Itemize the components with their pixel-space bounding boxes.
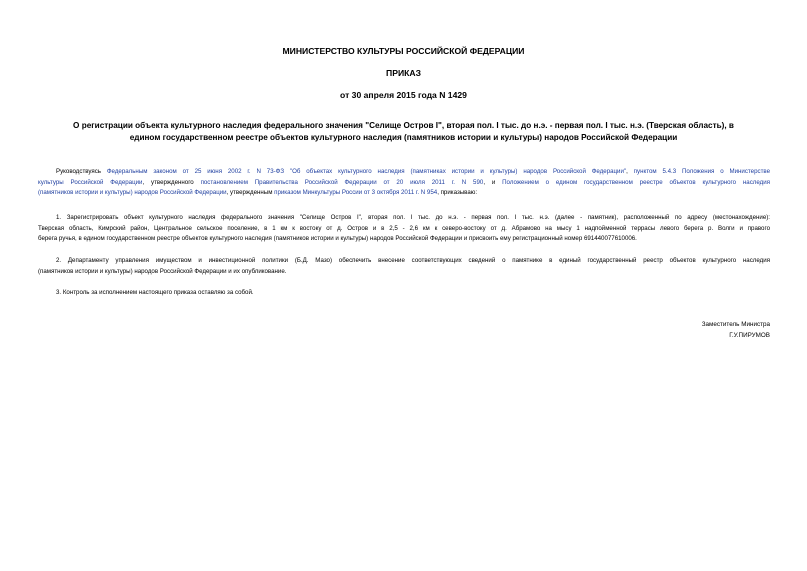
registry-regulation-link[interactable]: Положением о едином государственном реестре объектов культурного наследия [502,178,770,186]
basis-text: , утвержденного [142,178,201,186]
basis-line [38,178,770,189]
regulation-clause-link[interactable]: пунктом 5.4.3 Положения о Министерстве [633,168,770,175]
item-3-paragraph [38,288,770,299]
federal-law-link[interactable]: Федеральным законом от 25 июня 2002 г. N 73-ФЗ "Об объектах культурного наследия (памятниках истории и культуры) народов Российской Федерации" [106,168,627,175]
regulation-clause-link-cont[interactable]: культуры Российской Федерации [38,178,143,186]
item-2-line: (памятников истории и культуры) народов Российской Федерации и их опубликование. [38,267,287,275]
basis-line [38,167,770,178]
document-type: ПРИКАЗ [386,68,421,78]
ministry-title: МИНИСТЕРСТВО КУЛЬТУРЫ РОССИЙСКОЙ ФЕДЕРАЦИИ [282,46,525,56]
basis-text: , приказываю: [437,189,478,197]
registry-regulation-link-cont[interactable]: (памятников истории и культуры) народов Российской Федерации [38,189,227,197]
subject-line: едином государственном реестре объектов культурного наследия (памятников истории и культуры) народов Российской Федерации [129,132,678,142]
item-1-line: Тверская область, Кимрский район, Центральное сельское поселение, в 1 км к востоку от д. Остров и в 2,5 - 2,6 км к северо-востоку от д. Абрамово на мысу 1 надпойменной террасы левого берега р. Волги и правого [38,224,770,232]
basis-text: , [626,168,634,175]
basis-text: Руководствуясь [56,168,107,175]
item-2-paragraph [38,256,770,277]
signatory-title: Заместитель Министра [701,321,770,328]
government-decree-link[interactable]: постановлением Правительства Российской Федерации от 20 июля 2011 г. N 590 [200,178,484,186]
ministry-order-link[interactable]: приказом Минкультуры России от 3 октября 2011 г. N 954 [274,189,438,197]
signatory-name: Г.У.ПИРУМОВ [729,332,770,339]
item-1-line: 1. Зарегистрировать объект культурного наследия федерального значения "Селище Остров I", вторая пол. I тыс. до н.э. - первая пол. I тыс. н.э. (далее - памятник), расположенный по адресу (местонахождение): [56,214,770,221]
item-1-line: берега ручья, в едином государственном реестре объектов культурного наследия (памятников истории и культуры) народов Российской Федерации и присвоить ему регистрационный номер 691440077610006. [38,235,637,243]
document-date-number: от 30 апреля 2015 года N 1429 [340,90,467,100]
basis-paragraph [38,167,770,199]
item-3-line: 3. Контроль за исполнением настоящего приказа оставляю за собой. [56,289,254,296]
basis-line [38,188,770,199]
document-subject [30,120,777,143]
item-1-paragraph [38,213,770,245]
subject-line: О регистрации объекта культурного наследия федерального значения "Селище Остров I", вторая пол. I тыс. до н.э. - первая пол. I тыс. н.э. (Тверская область), в [73,121,734,130]
basis-text: , и [483,178,503,186]
basis-text: , утвержденным [226,189,275,197]
item-2-line: 2. Департаменту управления имуществом и инвестиционной политики (Б.Д. Мазо) обеспечить внесение соответствующих сведений о памятнике в единый государственный реестр объектов культурного наследия [56,257,770,264]
